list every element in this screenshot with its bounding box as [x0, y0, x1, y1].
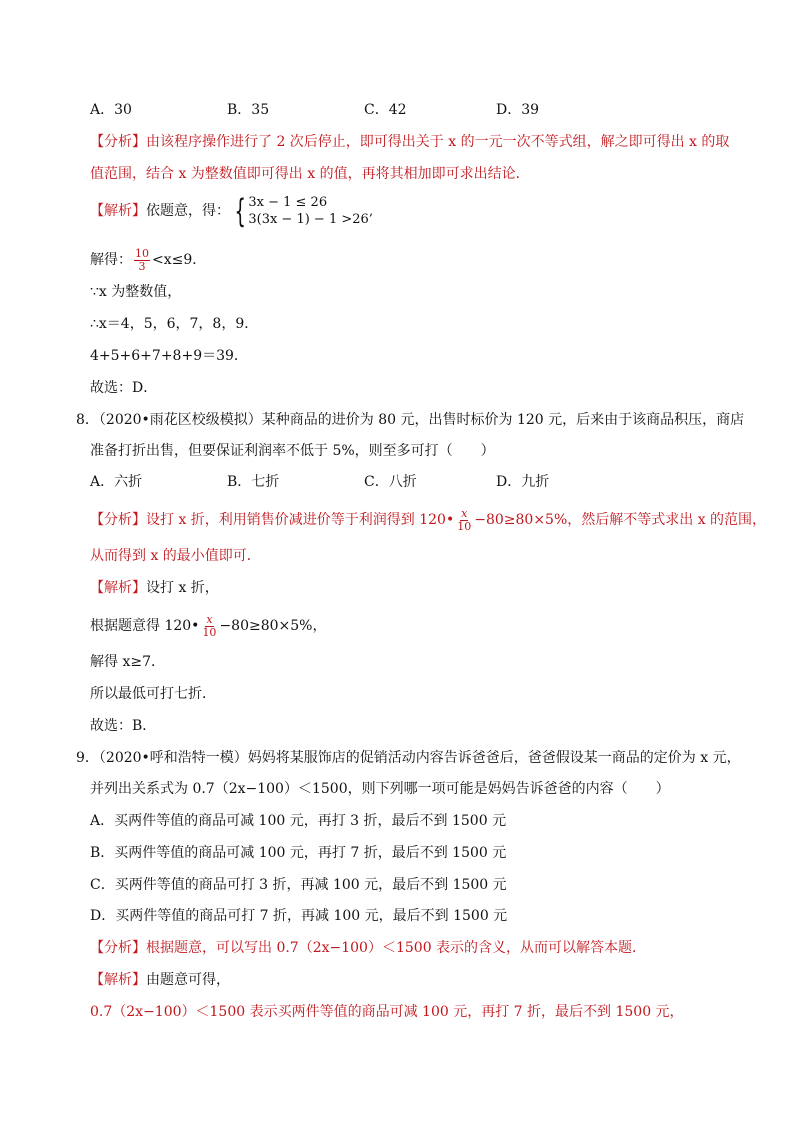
q7-option-b: B．35: [227, 102, 270, 118]
q7-analysis-line2: 值范围，结合 x 为整数值即可得出 x 的值，再将其相加即可求出结论．: [90, 166, 530, 182]
q8-solution-line2: [90, 612, 326, 640]
q8-analysis-line1: [90, 506, 766, 534]
q8-stem-line2: 准备打折出售，但要保证利润率不低于 5%，则至多可打（ ）: [90, 443, 495, 459]
q9-stem-line1: [76, 748, 741, 768]
q7-solution-tag: 【解析】: [90, 203, 146, 219]
q7-solution-line: [90, 192, 373, 230]
q9-solution-text1: 由题意可得，: [146, 972, 230, 988]
q8-solution-line1: [90, 578, 219, 598]
system-line-2: 3(3x − 1) − 1 >26’: [248, 212, 373, 227]
q8-solution-tag: 【解析】: [90, 580, 146, 596]
q7-therefore-line: ∴x＝4，5，6，7，8，9．: [90, 316, 259, 332]
q8-solution-line4: 所以最低可打七折．: [90, 686, 216, 702]
q9-solution-line1: [90, 970, 230, 990]
q7-since-line: ∵x 为整数值，: [90, 284, 182, 300]
q9-option-b: B．买两件等值的商品可减 100 元，再打 7 折，最后不到 1500 元: [90, 845, 507, 861]
fraction-numerator: x: [461, 506, 468, 520]
q9-analysis-text1: 根据题意，可以写出 0.7（2x−100）＜1500 表示的含义，从而可以解答本题．: [146, 940, 647, 956]
q9-stem-line2: 并列出关系式为 0.7（2x−100）＜1500，则下列哪一项可能是妈妈告诉爸爸的内容（ ）: [90, 781, 670, 797]
q8-analysis-text1a: 设打 x 折，利用销售价减进价等于利润得到 120•: [146, 512, 455, 528]
q7-solve-post: <x≤9．: [152, 252, 207, 268]
fraction-x-10: [456, 508, 472, 533]
q9-analysis-tag: 【分析】: [90, 940, 146, 956]
q9-number: 9．: [76, 750, 99, 766]
q7-solve-line: [90, 246, 206, 274]
q9-option-c: C．买两件等值的商品可打 3 折，再减 100 元，最后不到 1500 元: [90, 877, 507, 893]
q7-options: [90, 100, 710, 120]
q7-option-c: C．42: [364, 102, 407, 118]
q8-solution-text2b: −80≥80×5%，: [219, 618, 327, 634]
q7-analysis-tag: 【分析】: [90, 134, 146, 150]
q8-option-b: B．七折: [227, 474, 280, 490]
q9-solution-line2: 0.7（2x−100）＜1500 表示买两件等值的商品可减 100 元，再打 7 折，最后不到 1500 元，: [90, 1004, 684, 1020]
q8-analysis-text1b: −80≥80×5%，然后解不等式求出 x 的范围，: [474, 512, 767, 528]
q8-number: 8．: [76, 412, 99, 428]
q7-option-d: D．39: [496, 102, 540, 118]
q8-analysis-tag: 【分析】: [90, 512, 146, 528]
q8-stem-text1: （2020•雨花区校级模拟）某种商品的进价为 80 元，出售时标价为 120 元，后来由于该商品积压，商店: [98, 412, 745, 428]
q8-solution-line3: 解得 x≥7．: [90, 654, 165, 670]
q9-stem-text1: （2020•呼和浩特一模）妈妈将某服饰店的促销活动内容告诉爸爸后，爸爸假设某一商品的定价为 x 元，: [98, 750, 741, 766]
q9-option-d: D．买两件等值的商品可打 7 折，再减 100 元，最后不到 1500 元: [90, 908, 508, 924]
q8-option-d: D．九折: [496, 474, 550, 490]
q8-solution-text2a: 根据题意得 120•: [90, 618, 200, 634]
q9-solution-tag: 【解析】: [90, 972, 146, 988]
q8-option-c: C．八折: [364, 474, 417, 490]
fraction-denominator: 3: [138, 259, 146, 273]
q9-analysis-line1: [90, 938, 646, 958]
q8-answer-line: 故选：B．: [90, 718, 157, 734]
fraction-numerator: 10: [135, 246, 149, 260]
q9-option-a: A．买两件等值的商品可减 100 元，再打 3 折，最后不到 1500 元: [90, 813, 507, 829]
q8-options: [90, 472, 650, 492]
q7-analysis-text1: 由该程序操作进行了 2 次后停止，即可得出关于 x 的一元一次不等式组，解之即可得出 x 的取: [146, 134, 730, 150]
q7-answer-line: 故选：D．: [90, 380, 158, 396]
system-line-1: 3x − 1 ≤ 26: [248, 195, 328, 210]
q7-solution-pre: 依题意，得：: [146, 203, 230, 219]
q7-option-a: A．30: [90, 102, 132, 118]
q7-sum-line: 4+5+6+7+8+9＝39．: [90, 348, 248, 364]
fraction-10-3: [134, 248, 150, 273]
inequality-system: [230, 194, 373, 228]
fraction-numerator: x: [206, 612, 213, 626]
fraction-denominator: 10: [457, 519, 472, 533]
q7-analysis-line1: [90, 132, 729, 152]
left-brace-icon: {: [234, 192, 246, 230]
q8-solution-text1: 设打 x 折，: [146, 580, 219, 596]
q7-solve-pre: 解得：: [90, 252, 132, 268]
q8-option-a: A．六折: [90, 474, 143, 490]
q8-stem-line1: [76, 410, 744, 430]
fraction-denominator: 10: [202, 625, 217, 639]
q8-analysis-line2: 从而得到 x 的最小值即可．: [90, 548, 261, 564]
fraction-x-10: [201, 614, 217, 639]
